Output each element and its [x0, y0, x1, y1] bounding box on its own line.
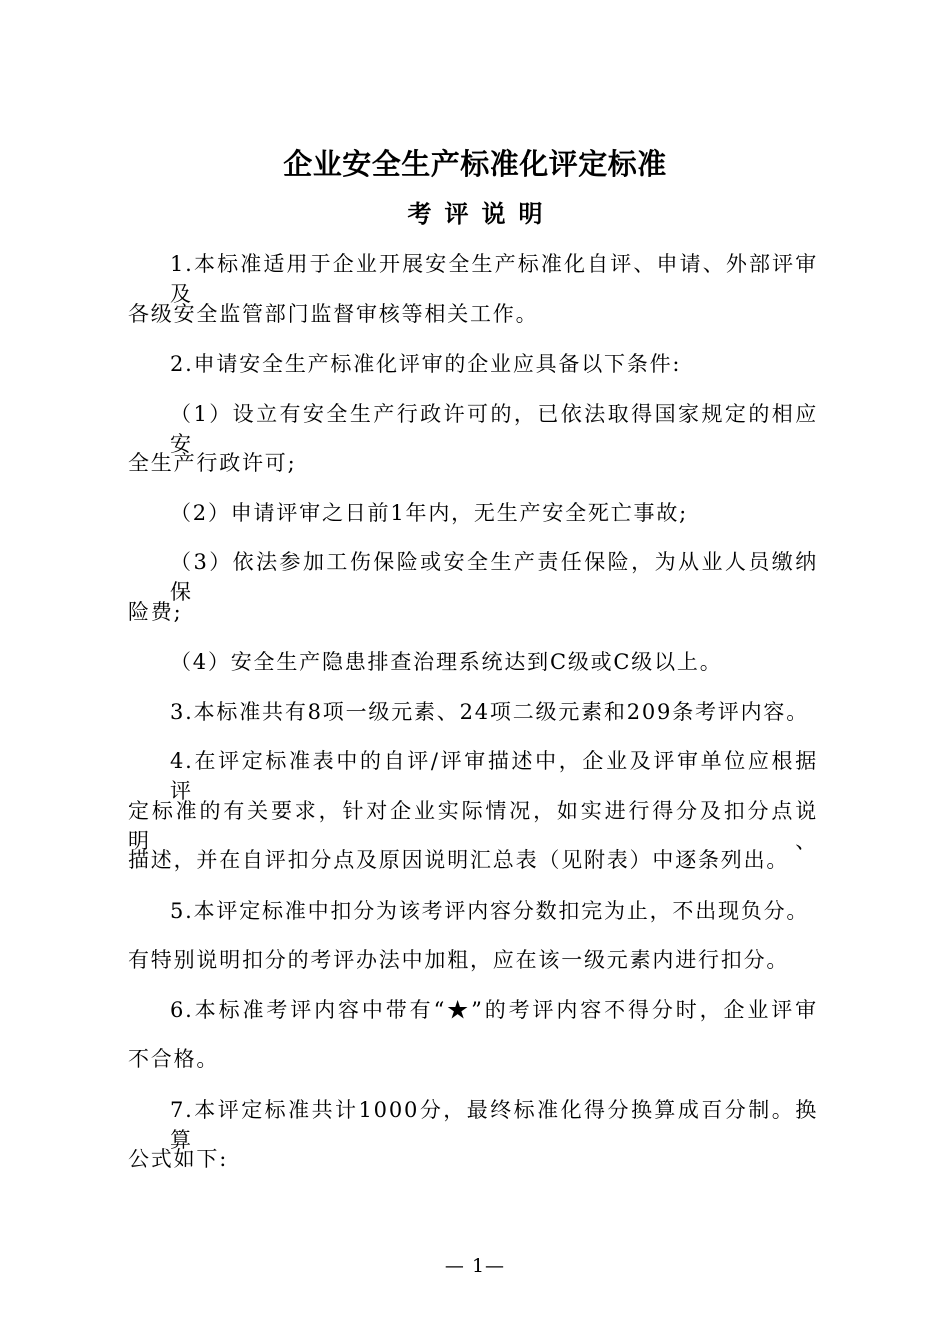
paragraph-line: （3）依法参加工伤保险或安全生产责任保险，为从业人员缴纳保: [170, 550, 818, 604]
paragraph-line: 3.本标准共有8项一级元素、24项二级元素和209条考评内容。: [170, 700, 809, 724]
paragraph-line: 6.本标准考评内容中带有“★”的考评内容不得分时，企业评审: [170, 998, 818, 1022]
paragraph-line: 各级安全监管部门监督审核等相关工作。: [128, 302, 539, 326]
paragraph-line: 5.本评定标准中扣分为该考评内容分数扣完为止，不出现负分。: [170, 899, 810, 923]
paragraph-line: 7.本评定标准共计1000分，最终标准化得分换算成百分制。换算: [170, 1098, 818, 1152]
paragraph-line: 险费;: [128, 600, 183, 624]
paragraph-line: 有特别说明扣分的考评办法中加粗，应在该一级元素内进行扣分。: [128, 948, 790, 972]
document-title: 企业安全生产标准化评定标准: [283, 147, 667, 181]
paragraph-line: 全生产行政许可;: [128, 451, 297, 475]
section-heading: 考评说明: [407, 200, 556, 228]
paragraph-line: 1.本标准适用于企业开展安全生产标准化自评、申请、外部评审及: [170, 252, 818, 306]
paragraph-line: 2.申请安全生产标准化评审的企业应具备以下条件:: [170, 352, 682, 376]
paragraph-line: （4）安全生产隐患排查治理系统达到C级或C级以上。: [170, 650, 723, 674]
paragraph-line: 4.在评定标准表中的自评/评审描述中，企业及评审单位应根据评: [170, 749, 818, 803]
paragraph-line: 定标准的有关要求，针对企业实际情况，如实进行得分及扣分点说明、: [128, 799, 818, 853]
paragraph-line: 描述，并在自评扣分点及原因说明汇总表（见附表）中逐条列出。: [128, 848, 790, 872]
page-number: — 1—: [444, 1255, 506, 1277]
paragraph-line: （1）设立有安全生产行政许可的，已依法取得国家规定的相应安: [170, 402, 818, 456]
paragraph-line: 公式如下:: [128, 1147, 229, 1171]
paragraph-line: 不合格。: [128, 1047, 220, 1071]
paragraph-line: （2）申请评审之日前1年内，无生产安全死亡事故;: [170, 501, 688, 525]
